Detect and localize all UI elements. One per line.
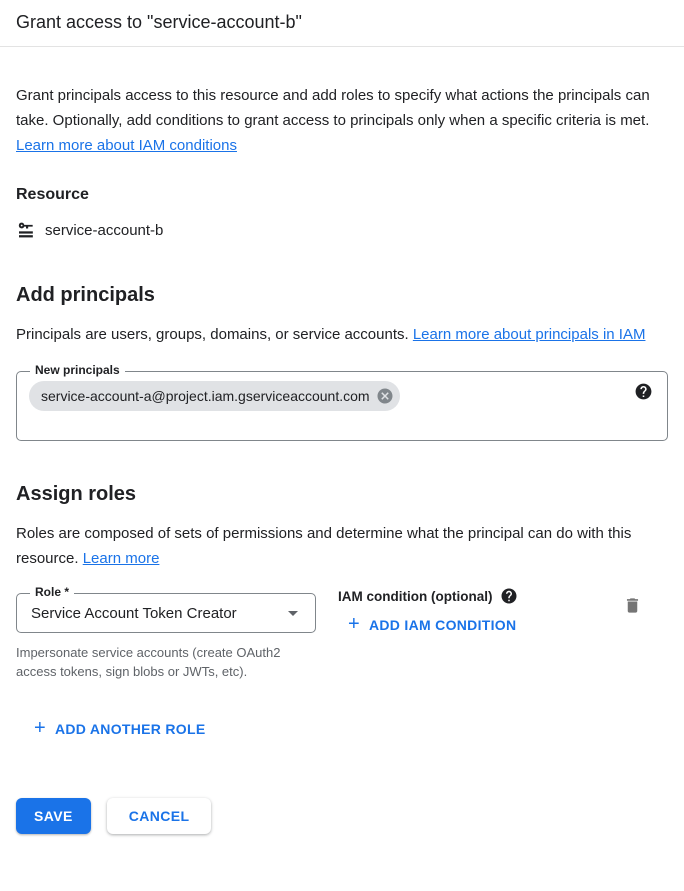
iam-condition-label: IAM condition (optional)	[338, 588, 493, 604]
roles-desc-text: Roles are composed of sets of permissions and determine what the principal can do with this resource.	[16, 525, 632, 567]
principals-learn-more-link[interactable]: Learn more about principals in IAM	[412, 326, 646, 343]
dialog-body	[0, 83, 684, 834]
cancel-button[interactable]: CANCEL	[107, 798, 212, 834]
assign-roles-description	[16, 521, 668, 571]
plus-icon: +	[348, 613, 360, 635]
resource-heading: Resource	[16, 186, 89, 203]
role-help-text: Impersonate service accounts (create OAuth2 access tokens, sign blobs or JWTs, etc).	[16, 645, 281, 679]
save-button[interactable]: SAVE	[16, 798, 91, 834]
principals-help-icon[interactable]	[634, 382, 653, 401]
role-label: Role *	[30, 585, 74, 599]
service-account-icon	[16, 220, 36, 240]
add-another-role-label: ADD ANOTHER ROLE	[54, 721, 206, 737]
condition-help-icon[interactable]	[500, 587, 518, 605]
intro-text: Grant principals access to this resource and add roles to specify what actions the principals can take. Optionally, add conditions to grant access to principals only when a specific criteria is met.	[16, 87, 650, 129]
dialog-footer	[16, 798, 668, 834]
intro-paragraph	[16, 83, 668, 158]
role-value: Service Account Token Creator	[31, 604, 237, 622]
dropdown-arrow-icon	[281, 601, 305, 625]
principals-desc-text: Principals are users, groups, domains, or service accounts.	[16, 326, 413, 343]
add-iam-condition-label: ADD IAM CONDITION	[368, 617, 517, 633]
add-iam-condition-button[interactable]	[338, 615, 516, 635]
roles-learn-more-link[interactable]: Learn more	[82, 550, 160, 567]
role-column	[16, 585, 316, 681]
iam-condition-column	[338, 585, 518, 636]
iam-condition-label-row	[338, 587, 518, 605]
new-principals-label: New principals	[30, 363, 125, 377]
role-row	[16, 585, 668, 681]
iam-conditions-link[interactable]: Learn more about IAM conditions	[16, 137, 237, 154]
add-another-role-button[interactable]	[34, 719, 206, 739]
role-select[interactable]	[16, 585, 316, 633]
resource-name: service-account-b	[45, 221, 164, 239]
assign-roles-heading: Assign roles	[16, 483, 137, 505]
add-principals-description	[16, 322, 668, 347]
resource-row	[16, 220, 668, 240]
principal-chip-text: service-account-a@project.iam.gserviceaccount.com	[41, 388, 370, 404]
plus-icon: +	[34, 717, 46, 739]
dialog-title: Grant access to "service-account-b"	[0, 0, 684, 47]
principal-chip[interactable]	[29, 381, 400, 411]
new-principals-field[interactable]	[16, 363, 668, 441]
add-principals-heading: Add principals	[16, 284, 155, 306]
chip-remove-icon[interactable]	[376, 387, 394, 405]
delete-role-button[interactable]	[623, 595, 642, 616]
